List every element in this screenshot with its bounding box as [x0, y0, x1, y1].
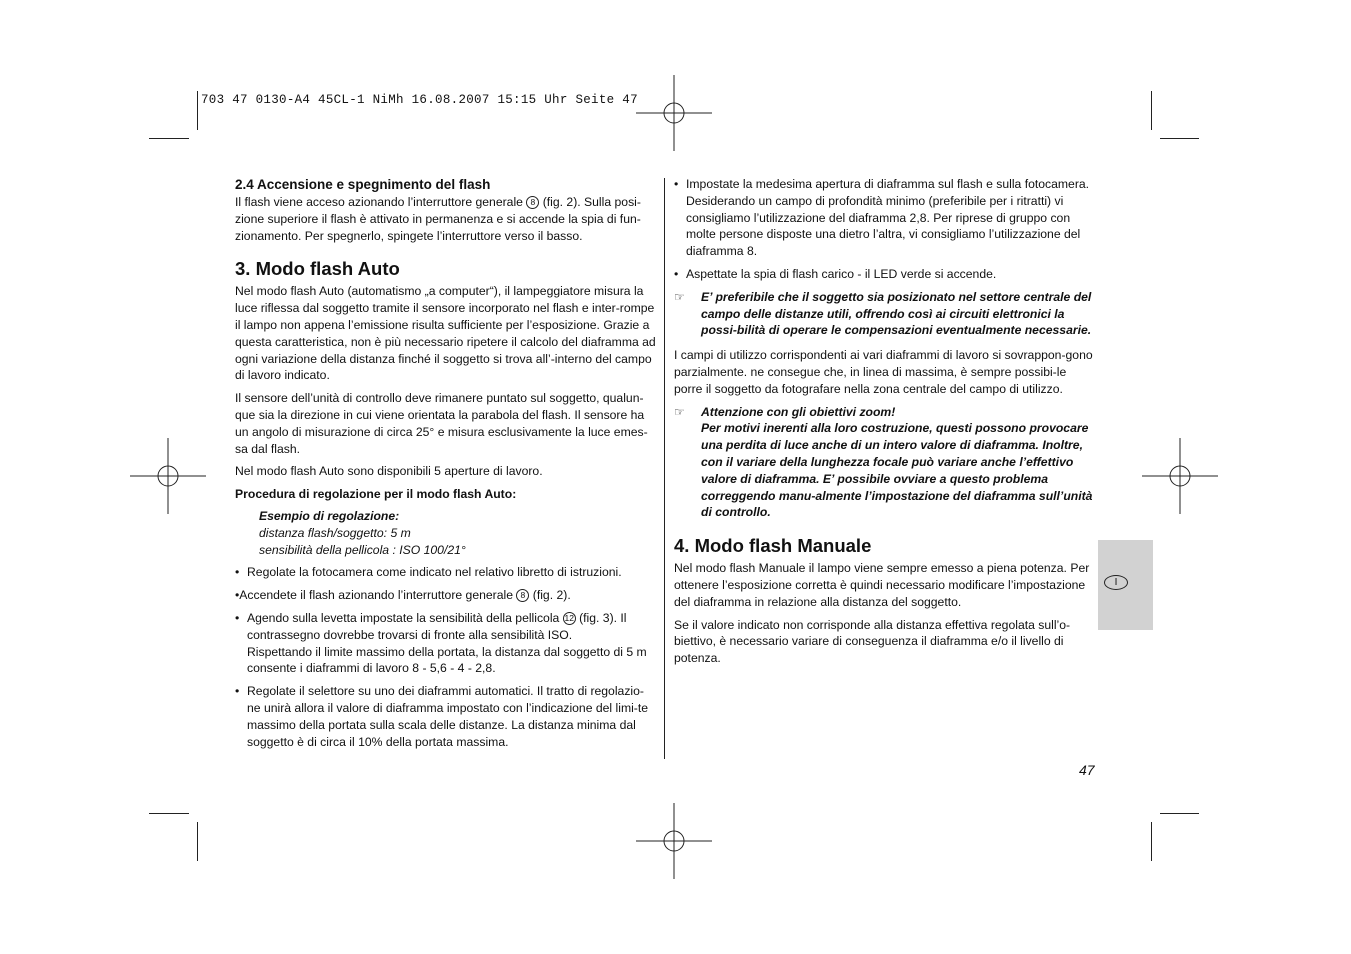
ref-number-8: 8 — [516, 589, 529, 602]
section-4-para-1: Nel modo flash Manuale il lampo viene sempre emesso a piena potenza. Per ottenere l’esposizione corretta è quindi necessario modificare l’impostazione del diaframma in relazione alla distanza del soggetto. — [674, 561, 1090, 609]
page-number: 47 — [1079, 762, 1095, 778]
ref-number-8: 8 — [526, 196, 539, 209]
note-centre-field: ☞ E’ preferibile che il soggetto sia posizionato nel settore centrale del campo delle distanze utili, offrendo così ai circuiti elettronici la possi-bilità di operare le compensazioni eventualmente necessarie. — [674, 289, 1092, 338]
registration-mark-icon — [130, 438, 206, 514]
pointing-hand-icon: ☞ — [674, 289, 685, 304]
list-item: • Impostate la medesima apertura di diaframma sul flash e sulla fotocamera. Desiderando un campo di profondità minimo (preferibile per i ritratti) vi consigliamo l’utilizzazione del diaframma 2,8. Per riprese di gruppo con molte persone disposte una dietro l’altra, vi consigliamo l’utilizzazione del diaframma 8. — [674, 177, 1090, 259]
section-3-para-3: Nel modo flash Auto sono disponibili 5 aperture di lavoro. — [235, 464, 543, 479]
list-item: • Regolate la fotocamera come indicato nel relativo libretto di istruzioni. — [235, 565, 622, 580]
right-column — [674, 176, 1096, 667]
section-4-title: 4. Modo flash Manuale — [674, 535, 872, 557]
list-item: •Accendete il flash azionando l’interruttore generale 8 (fig. 2). — [235, 588, 571, 603]
language-tab — [1098, 540, 1153, 630]
pointing-hand-icon: ☞ — [674, 404, 685, 419]
crop-mark — [149, 138, 189, 139]
section-2-4-body: Il flash viene acceso azionando l’interruttore generale 8 (fig. 2). Sulla posi-zione superiore il flash è attivato in permanenza e si accende la spia di fun-zionamento. Per spegnerlo, spingete l’interruttore verso il basso. — [235, 195, 641, 243]
crop-mark — [1151, 822, 1152, 861]
example-distance: distanza flash/soggetto: 5 m — [259, 525, 411, 540]
crop-mark — [149, 813, 189, 814]
list-item: • Regolate il selettore su uno dei diaframmi automatici. Il tratto di regolazio-ne unirà allora il valore di diaframma impostato con l’indicazione del limi-te massimo della portata sulla scala delle distanze. La distanza minima dal soggetto è di circa il 10% della portata massima. — [235, 684, 649, 749]
section-3-title: 3. Modo flash Auto — [235, 258, 400, 280]
section-4-para-2: Se il valore indicato non corrisponde alla distanza effettiva regolata sull’o-biettivo, è necessario variare di conseguenza il diaframma e/o il livello di potenza. — [674, 617, 1071, 666]
overlap-paragraph: I campi di utilizzo corrispondenti ai vari diaframmi di lavoro si sovrappon-gono parzialmente. ne consegue che, in linea di massima, è sempre possibi-le porre il soggetto da fotografare nella zona centrale del campo di utilizzo. — [674, 348, 1093, 396]
ref-number-12: 12 — [564, 612, 574, 623]
section-2-4-title: 2.4 Accensione e spegnimento del flash — [235, 177, 491, 192]
note-zoom-body: Per motivi inerenti alla loro costruzione, questi possono provocare una perdita di luce anche di un intero valore di diaframma. Inoltre, con il variare della lunghezza focale può variare anche l’effettivo valore di diaframma. E’ possibile ovviare a questo problema correggendo manu-almente l’impostazione del diaframma sull’unità di controllo. — [701, 421, 1093, 520]
registration-mark-icon — [636, 803, 712, 879]
registration-mark-icon — [636, 75, 712, 151]
registration-mark-icon — [1142, 438, 1218, 514]
procedure-heading: Procedura di regolazione per il modo flash Auto: — [235, 487, 517, 502]
example-sensitivity: sensibilità della pellicola : ISO 100/21° — [259, 542, 466, 557]
crop-mark — [197, 91, 198, 130]
note-zoom-lenses — [674, 404, 1096, 522]
example-title: Esempio di regolazione: — [259, 508, 400, 523]
crop-mark — [1151, 91, 1152, 130]
print-slug: 703 47 0130-A4 45CL-1 NiMh 16.08.2007 15:15 Uhr Seite 47 — [201, 93, 638, 107]
language-badge: I — [1104, 575, 1128, 590]
left-column — [235, 176, 657, 750]
note-zoom-title: Attenzione con gli obiettivi zoom! — [701, 404, 896, 419]
crop-mark — [1160, 813, 1199, 814]
crop-mark — [197, 822, 198, 861]
list-item: • Agendo sulla levetta impostate la sensibilità della pellicola 12 (fig. 3). Il contrassegno dovrebbe trovarsi di fronte alla sensibilità ISO. Rispettando il limite massimo della portata, la distanza dal soggetto di 5 m consente i diaframmi di lavoro 8 - 5,6 - 4 - 2,8. — [235, 610, 647, 676]
crop-mark — [1160, 138, 1199, 139]
section-3-para-2: Il sensore dell’unità di controllo deve rimanere puntato sul soggetto, qualun-que sia la direzione in cui viene orientata la parabola del flash. Il sensore ha un angolo di misurazione di circa 25° e misura esclusivamente la luce emes-sa dal flash. — [235, 391, 648, 456]
example-block — [235, 508, 657, 558]
column-divider — [664, 178, 665, 759]
list-item: • Aspettate la spia di flash carico - il LED verde si accende. — [674, 266, 997, 281]
section-3-para-1: Nel modo flash Auto (automatismo „a computer“), il lampeggiatore misura la luce riflessa dal soggetto tramite il sensore incorporato nel flash e inter-rompe il lampo non appena l’emissione risulta sufficiente per l’esposizione. Grazie a questa caratteristica, non è più necessario ripetere il calcolo del diaframma ad ogni variazione della distanza finché il soggetto si trova all’-interno del campo di lavoro indicato. — [235, 284, 656, 383]
